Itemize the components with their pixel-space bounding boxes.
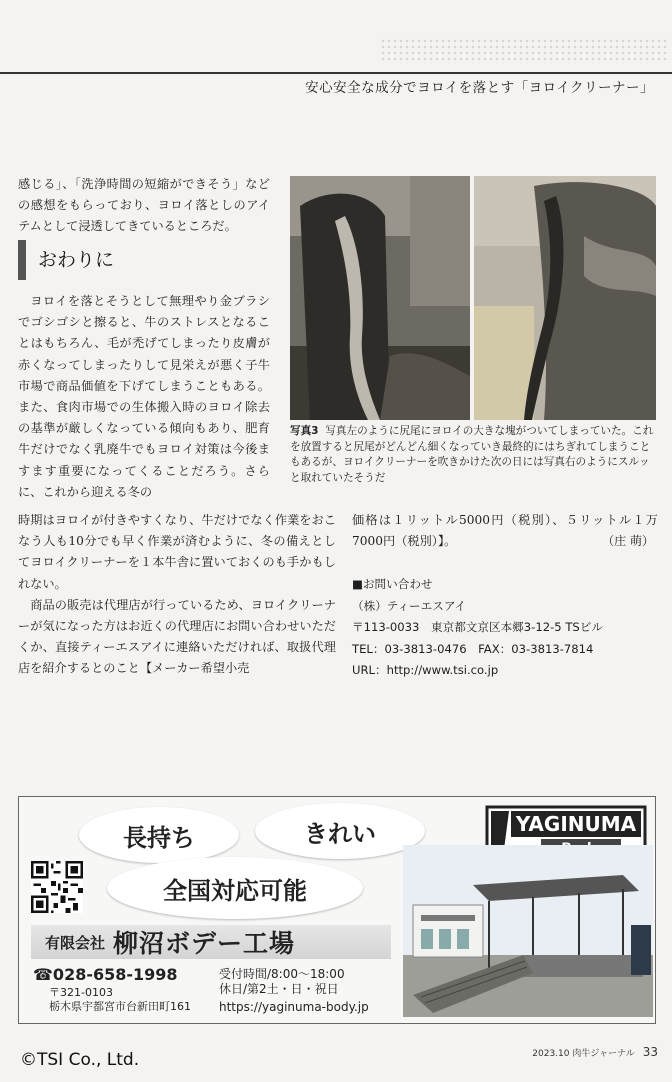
paragraph-2: 商品の販売は代理店が行っているため、ヨロイクリーナーが気になった方はお近くの代理店にお問い合わせいただくか、直接ティーエスアイに連絡いただければ、取扱代理店を紹介するとのこと【メーカー希望小売 [18,597,336,676]
ad-bubble-nationwide: 全国対応可能 [107,857,363,919]
advertisement [18,796,656,1024]
ad-company-name: 柳沼ボデー工場 [113,929,296,958]
ad-bubble-long-lasting: 長持ち [79,807,239,863]
contact-address: 〒113-0033 東京都文京区本郷3-12-5 TSビル [352,620,603,634]
contact-phone-fax: TEL：03-3813-0476 FAX：03-3813-7814 [352,641,594,656]
photo-left-tail-before [290,176,470,420]
author-credit: （庄 萌） [602,534,654,548]
photo-right-tail-after [474,176,656,420]
ad-hours: 受付時間/8:00～18:00 [219,967,345,981]
body-column-lower [18,510,336,680]
page-number: 33 [642,1045,658,1059]
page-footer [532,1045,658,1059]
ad-bubble-clean: きれい [255,803,425,859]
ad-hours-block [219,967,345,997]
contact-url[interactable]: URL：http://www.tsi.co.jp [352,663,499,677]
contact-block [352,574,603,682]
ad-url[interactable]: https://yaginuma-body.jp [219,1000,369,1014]
ad-address: 栃木県宇都宮市台新田町161 [49,1000,191,1013]
running-header-title: 安心安全な成分でヨロイを落とす「ヨロイクリーナー」 [305,80,654,96]
contact-heading: ■お問い合わせ [352,577,433,591]
photo-caption-text: 写真左のように尻尾にヨロイの大きな塊がついてしまっていた。これを放置すると尻尾がどんどん細くなっていき最終的にはちぎれてしまうこともあるが、ヨロイクリーナーを吹きかけた次の日には写真右のようにスルッと取れていたそうだ [290,425,654,484]
intro-paragraph [18,174,270,238]
background-watermark [80,128,520,178]
ad-company-banner [31,925,391,959]
footer-issue: 2023.10 肉牛ジャーナル [532,1049,635,1059]
logo-text-top: YAGINUMA [515,812,637,836]
ad-holidays: 休日/第2土・日・祝日 [219,982,339,996]
qr-code-icon[interactable] [31,861,83,913]
section-heading-text: おわりに [38,249,115,271]
contact-company: （株）ティーエスアイ [352,598,466,613]
ad-company-prefix: 有限会社 [45,933,106,952]
paragraph-1-continued: 時期はヨロイが付きやすくなり、牛だけでなく作業をおこなう人も10分でも早く作業が済むように、冬の備えとしてヨロイクリーナーを１本牛舎に置いておくのも手かもしれない。 [18,513,336,591]
body-column-upper [18,291,270,503]
photo-caption-label: 写真3 [290,425,319,437]
ad-postal: 〒321-0103 [49,986,113,999]
copyright-notice: ©TSI Co., Ltd. [20,1050,140,1070]
intro-text: 感じる」、「洗浄時間の短縮ができそう」などの感想をもらっており、ヨロイ落としのアイテムとして浸透してきているところだ。 [18,177,270,234]
paragraph-1: ヨロイを落とそうとして無理やり金ブラシでゴシゴシと擦ると、牛のストレスとなることはもちろん、毛が禿げてしまったり皮膚が赤くなってしまったりして見栄えが悪く子牛市場で商品価値を下げてしまうこともある。また、食肉市場での生体搬入時のヨロイ除去の基準が厳しくなっている傾向もあり、肥育牛だけでなく乳廃牛でもヨロイ対策は今後ますます重要になってくることだろう。さらに、これから迎える冬の [18,294,270,499]
header-rule [0,72,672,74]
ad-phone[interactable]: ☎028-658-1998 [33,965,178,984]
ad-address-block [49,986,191,1014]
decorative-dots [380,38,670,64]
section-heading [18,240,278,280]
photo-caption [290,424,660,486]
paragraph-2-continued: 価格は１リットル5000円（税別）、５リットル１万7000円（税別）】。 [352,513,658,549]
ad-truck-photo [403,845,653,1017]
